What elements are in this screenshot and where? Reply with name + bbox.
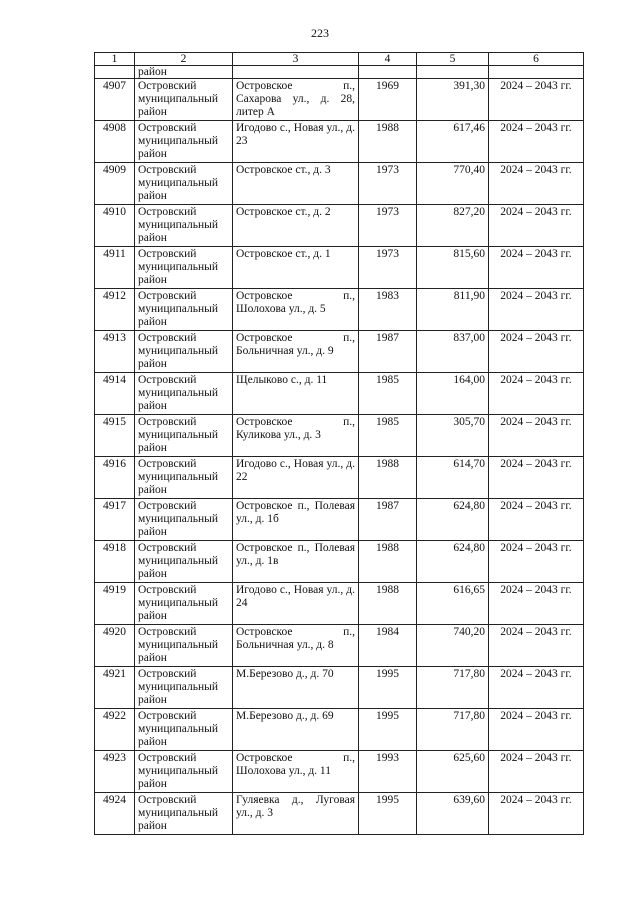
year-cell: 1973 (359, 247, 417, 289)
address-cell: Игодово с., Новая ул., д. 22 (233, 457, 359, 499)
period-cell: 2024 – 2043 гг. (489, 793, 584, 835)
address-cell: Островское ст., д. 2 (233, 205, 359, 247)
area-cell: 639,60 (417, 793, 489, 835)
table-body (95, 66, 584, 835)
area-cell: 837,00 (417, 331, 489, 373)
address-cell: Островское п., Шолохова ул., д. 5 (233, 289, 359, 331)
period-cell: 2024 – 2043 гг. (489, 667, 584, 709)
row-number: 4914 (95, 373, 135, 415)
period-cell: 2024 – 2043 гг. (489, 373, 584, 415)
district-cell: Островский муниципальный район (135, 79, 233, 121)
area-cell: 391,30 (417, 79, 489, 121)
year-cell: 1987 (359, 331, 417, 373)
year-cell: 1987 (359, 499, 417, 541)
period-cell: 2024 – 2043 гг. (489, 79, 584, 121)
district-cell: Островский муниципальный район (135, 205, 233, 247)
period-cell: 2024 – 2043 гг. (489, 499, 584, 541)
table-row (95, 499, 584, 541)
year-cell: 1995 (359, 709, 417, 751)
table-row (95, 709, 584, 751)
address-cell: Игодово с., Новая ул., д. 24 (233, 583, 359, 625)
table-row (95, 793, 584, 835)
year-cell: 1988 (359, 541, 417, 583)
page-number: 223 (311, 26, 329, 40)
row-number: 4913 (95, 331, 135, 373)
district-cell: Островский муниципальный район (135, 625, 233, 667)
address-cell: Островское п., Шолохова ул., д. 11 (233, 751, 359, 793)
year-cell: 1995 (359, 667, 417, 709)
period-cell: 2024 – 2043 гг. (489, 751, 584, 793)
district-cell: Островский муниципальный район (135, 751, 233, 793)
year-cell: 1988 (359, 121, 417, 163)
table-row (95, 415, 584, 457)
area-cell: 811,90 (417, 289, 489, 331)
period-cell: 2024 – 2043 гг. (489, 331, 584, 373)
row-number: 4920 (95, 625, 135, 667)
table-row (95, 457, 584, 499)
year-cell: 1993 (359, 751, 417, 793)
header-col-5: 5 (417, 53, 489, 66)
row-number: 4911 (95, 247, 135, 289)
address-cell: Гуляевка д., Луговая ул., д. 3 (233, 793, 359, 835)
table-row (95, 205, 584, 247)
header-col-2: 2 (135, 53, 233, 66)
year-cell: 1995 (359, 793, 417, 835)
header-col-6: 6 (489, 53, 584, 66)
period-cell: 2024 – 2043 гг. (489, 163, 584, 205)
year-cell: 1984 (359, 625, 417, 667)
district-cell: Островский муниципальный район (135, 793, 233, 835)
area-cell: 624,80 (417, 541, 489, 583)
address-cell: Щелыково с., д. 11 (233, 373, 359, 415)
district-cell: Островский муниципальный район (135, 541, 233, 583)
table-row (95, 751, 584, 793)
district-cell: Островский муниципальный район (135, 163, 233, 205)
area-cell: 827,20 (417, 205, 489, 247)
table-row (95, 121, 584, 163)
address-cell: М.Березово д., д. 69 (233, 709, 359, 751)
table-row (95, 247, 584, 289)
table-header (95, 53, 584, 66)
table-row (95, 289, 584, 331)
year-cell: 1983 (359, 289, 417, 331)
period-cell: 2024 – 2043 гг. (489, 121, 584, 163)
district-cell: Островский муниципальный район (135, 373, 233, 415)
row-number: 4924 (95, 793, 135, 835)
area-cell: 717,80 (417, 667, 489, 709)
address-cell: Островское п., Больничная ул., д. 9 (233, 331, 359, 373)
continuation-row (95, 66, 584, 79)
row-number: 4916 (95, 457, 135, 499)
year-cell: 1973 (359, 205, 417, 247)
row-number: 4907 (95, 79, 135, 121)
period-cell: 2024 – 2043 гг. (489, 415, 584, 457)
table-row (95, 667, 584, 709)
district-cell: Островский муниципальный район (135, 709, 233, 751)
row-number: 4915 (95, 415, 135, 457)
row-number: 4908 (95, 121, 135, 163)
table-row (95, 583, 584, 625)
row-number: 4922 (95, 709, 135, 751)
area-cell: 617,46 (417, 121, 489, 163)
area-cell: 625,60 (417, 751, 489, 793)
row-number: 4919 (95, 583, 135, 625)
district-cell: Островский муниципальный район (135, 667, 233, 709)
area-cell: 740,20 (417, 625, 489, 667)
continuation-cell-3 (233, 66, 359, 79)
continuation-cell-4 (359, 66, 417, 79)
table-row (95, 625, 584, 667)
address-cell: Островское ст., д. 3 (233, 163, 359, 205)
continuation-district: район (135, 66, 233, 79)
district-cell: Островский муниципальный район (135, 121, 233, 163)
year-cell: 1969 (359, 79, 417, 121)
district-cell: Островский муниципальный район (135, 289, 233, 331)
period-cell: 2024 – 2043 гг. (489, 289, 584, 331)
year-cell: 1985 (359, 415, 417, 457)
year-cell: 1988 (359, 457, 417, 499)
period-cell: 2024 – 2043 гг. (489, 541, 584, 583)
area-cell: 717,80 (417, 709, 489, 751)
area-cell: 305,70 (417, 415, 489, 457)
period-cell: 2024 – 2043 гг. (489, 205, 584, 247)
area-cell: 614,70 (417, 457, 489, 499)
district-cell: Островский муниципальный район (135, 415, 233, 457)
address-cell: М.Березово д., д. 70 (233, 667, 359, 709)
period-cell: 2024 – 2043 гг. (489, 709, 584, 751)
header-col-1: 1 (95, 53, 135, 66)
table-row (95, 163, 584, 205)
header-row (95, 53, 584, 66)
year-cell: 1973 (359, 163, 417, 205)
district-cell: Островский муниципальный район (135, 331, 233, 373)
area-cell: 815,60 (417, 247, 489, 289)
row-number: 4910 (95, 205, 135, 247)
row-number: 4923 (95, 751, 135, 793)
table-row (95, 373, 584, 415)
address-cell: Островское п., Сахарова ул., д. 28, литер А (233, 79, 359, 121)
header-col-3: 3 (233, 53, 359, 66)
row-number: 4912 (95, 289, 135, 331)
district-cell: Островский муниципальный район (135, 499, 233, 541)
area-cell: 624,80 (417, 499, 489, 541)
district-cell: Островский муниципальный район (135, 247, 233, 289)
continuation-cell-1 (95, 66, 135, 79)
table-row (95, 79, 584, 121)
address-cell: Островское п., Полевая ул., д. 1в (233, 541, 359, 583)
area-cell: 164,00 (417, 373, 489, 415)
row-number: 4918 (95, 541, 135, 583)
address-cell: Островское п., Больничная ул., д. 8 (233, 625, 359, 667)
header-col-4: 4 (359, 53, 417, 66)
period-cell: 2024 – 2043 гг. (489, 247, 584, 289)
table-row (95, 331, 584, 373)
address-cell: Островское п., Куликова ул., д. 3 (233, 415, 359, 457)
year-cell: 1985 (359, 373, 417, 415)
continuation-cell-6 (489, 66, 584, 79)
address-cell: Игодово с., Новая ул., д. 23 (233, 121, 359, 163)
district-cell: Островский муниципальный район (135, 457, 233, 499)
year-cell: 1988 (359, 583, 417, 625)
continuation-cell-5 (417, 66, 489, 79)
row-number: 4917 (95, 499, 135, 541)
area-cell: 616,65 (417, 583, 489, 625)
district-cell: Островский муниципальный район (135, 583, 233, 625)
period-cell: 2024 – 2043 гг. (489, 457, 584, 499)
area-cell: 770,40 (417, 163, 489, 205)
housing-register-table (94, 52, 584, 835)
table-row (95, 541, 584, 583)
period-cell: 2024 – 2043 гг. (489, 583, 584, 625)
row-number: 4909 (95, 163, 135, 205)
address-cell: Островское п., Полевая ул., д. 1б (233, 499, 359, 541)
period-cell: 2024 – 2043 гг. (489, 625, 584, 667)
row-number: 4921 (95, 667, 135, 709)
address-cell: Островское ст., д. 1 (233, 247, 359, 289)
